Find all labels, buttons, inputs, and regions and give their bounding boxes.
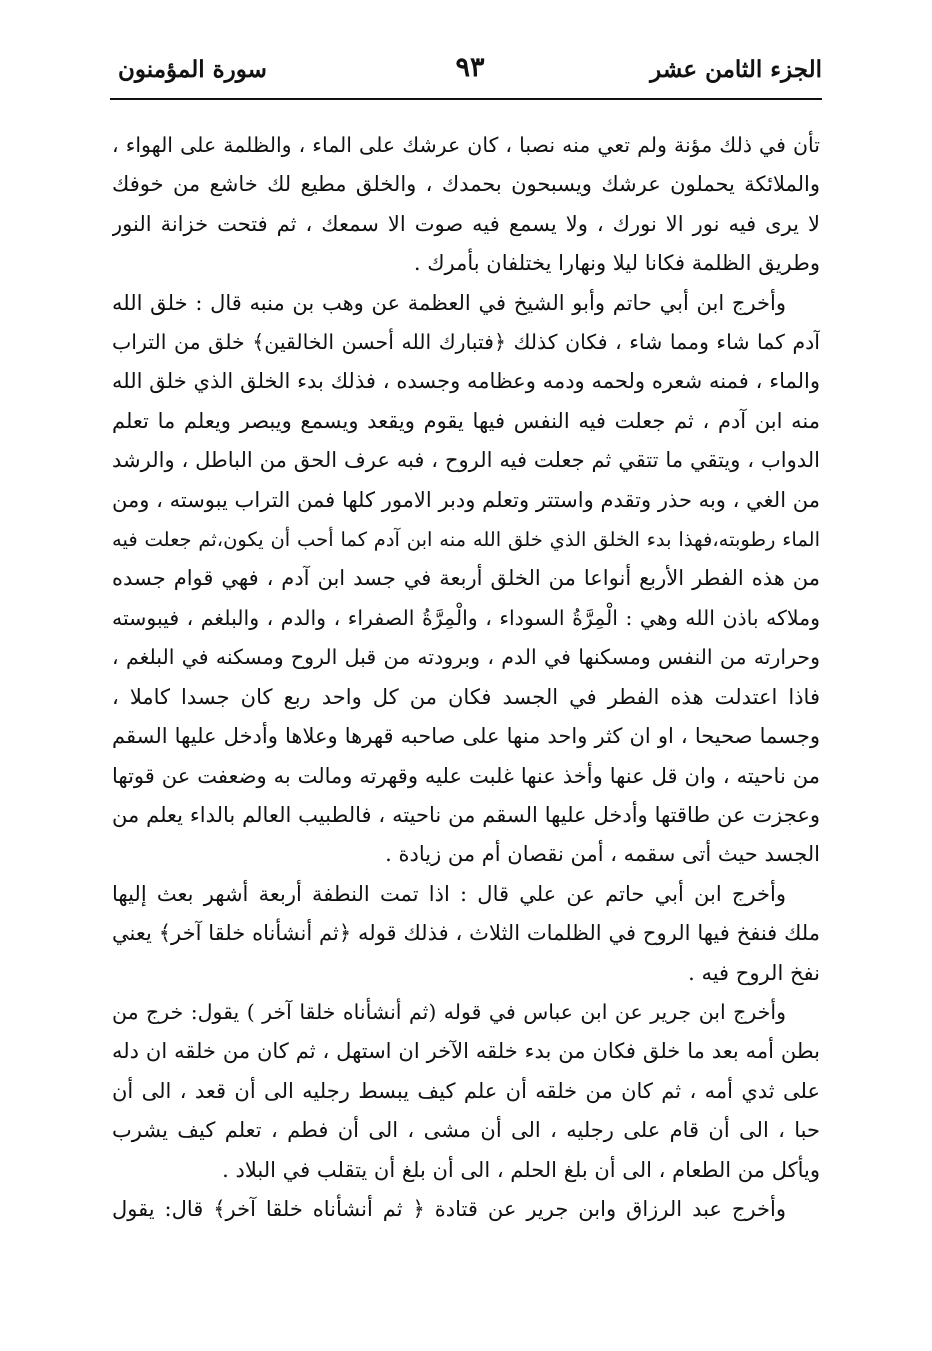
text-line: وحرارته من النفس ومسكنها في الدم ، وبرودته من قبل الروح ومسكنه في البلغم ، xyxy=(112,645,820,670)
text-line: والملائكة يحملون عرشك ويسبحون بحمدك ، والخلق مطيع لك خاشع من خوفك xyxy=(112,172,820,197)
text-line: بطن أمه بعد ما خلق فكان من بدء خلقه الآخر ان استهل ، ثم كان من خلقه ان دله xyxy=(112,1039,820,1064)
body-text xyxy=(112,126,820,1229)
page-number: ٩٣ xyxy=(455,52,485,83)
text-line: وجسما صحيحا ، او ان كثر واحد منها على صاحبه قهرها وعلاها وأدخل عليها السقم xyxy=(112,724,820,749)
text-line: وأخرج ابن أبي حاتم عن علي قال : اذا تمت النطفة أربعة أشهر بعث إليها xyxy=(112,881,786,906)
text-line: وطريق الظلمة فكانا ليلا ونهارا يختلفان بأمرك . xyxy=(413,251,820,276)
text-line: وأخرج عبد الرزاق وابن جرير عن قتادة ﴿ ثم أنشأناه خلقا آخر﴾ قال: يقول xyxy=(112,1196,786,1221)
text-line: من ناحيته ، وان قل عنها وأخذ عنها غلبت عليه وقهرته ومالت به وضعفت عن قوتها xyxy=(112,763,820,788)
text-line: وعجزت عن طاقتها وأدخل عليها السقم من ناحيته ، فالطبيب العالم بالداء يعلم من xyxy=(112,802,820,827)
text-line: نفخ الروح فيه . xyxy=(688,960,820,985)
text-line: تأن في ذلك مؤنة ولم تعي منه نصبا ، كان عرشك على الماء ، والظلمة على الهواء ، xyxy=(112,133,820,157)
text-line: والماء ، فمنه شعره ولحمه ودمه وعظامه وجسده ، فذلك بدء الخلق الذي خلق الله xyxy=(112,369,820,394)
text-line: آدم كما شاء ومما شاء ، فكان كذلك ﴿فتبارك الله أحسن الخالقين﴾ خلق من التراب xyxy=(112,330,820,355)
text-line: حبا ، الى أن قام على رجليه ، الى أن مشى ، الى أن فطم ، تعلم كيف يشرب xyxy=(112,1118,820,1143)
text-line: وملاكه باذن الله وهي : الْمِرَّةُ السوداء ، والْمِرَّةُ الصفراء ، والدم ، والبلغم ، فيبوسته xyxy=(112,605,820,630)
text-line: لا يرى فيه نور الا نورك ، ولا يسمع فيه صوت الا سمعك ، ثم فتحت خزانة النور xyxy=(112,211,820,236)
text-line: فاذا اعتدلت هذه الفطر في الجسد فكان من كل واحد ربع كان جسدا كاملا ، xyxy=(112,684,820,709)
text-line: من الغي ، وبه حذر وتقدم واستتر وتعلم ودبر الامور كلها فمن التراب يبوسته ، ومن xyxy=(112,487,820,512)
surah-title: سورة المؤمنون xyxy=(118,56,267,83)
text-line: الجسد حيث أتى سقمه ، أمن نقصان أم من زيادة . xyxy=(385,842,820,867)
text-line: ويأكل من الطعام ، الى أن بلغ الحلم ، الى أن بلغ أن يتقلب في البلاد . xyxy=(222,1157,820,1182)
header-divider xyxy=(110,98,822,100)
text-line: وأخرج ابن جرير عن ابن عباس في قوله (ثم أنشأناه خلقا آخر ) يقول: خرج من xyxy=(112,999,786,1024)
text-line: وأخرج ابن أبي حاتم وأبو الشيخ في العظمة عن وهب بن منبه قال : خلق الله xyxy=(112,290,786,315)
part-title: الجزء الثامن عشر xyxy=(650,56,822,83)
text-line: الدواب ، ويتقي ما تتقي ثم جعلت فيه الروح ، فبه عرف الحق من الباطل ، والرشد xyxy=(112,448,820,473)
text-line: الماء رطوبته،فهذا بدء الخلق الذي خلق الله منه ابن آدم كما أحب أن يكون،ثم جعلت فيه xyxy=(112,528,820,552)
text-line: على ثدي أمه ، ثم كان من خلقه أن علم كيف يبسط رجليه الى أن قعد ، الى أن xyxy=(112,1078,820,1103)
text-line: ملك فنفخ فيها الروح في الظلمات الثلاث ، فذلك قوله ﴿ثم أنشأناه خلقا آخر﴾ يعني xyxy=(112,921,820,946)
page-header xyxy=(118,52,822,92)
text-line: منه ابن آدم ، ثم جعلت فيه النفس فيها يقوم ويقعد ويسمع ويبصر ويعلم ما تعلم xyxy=(112,408,820,433)
text-line: من هذه الفطر الأربع أنواعا من الخلق أربعة في جسد ابن آدم ، فهي قوام جسده xyxy=(112,566,820,591)
